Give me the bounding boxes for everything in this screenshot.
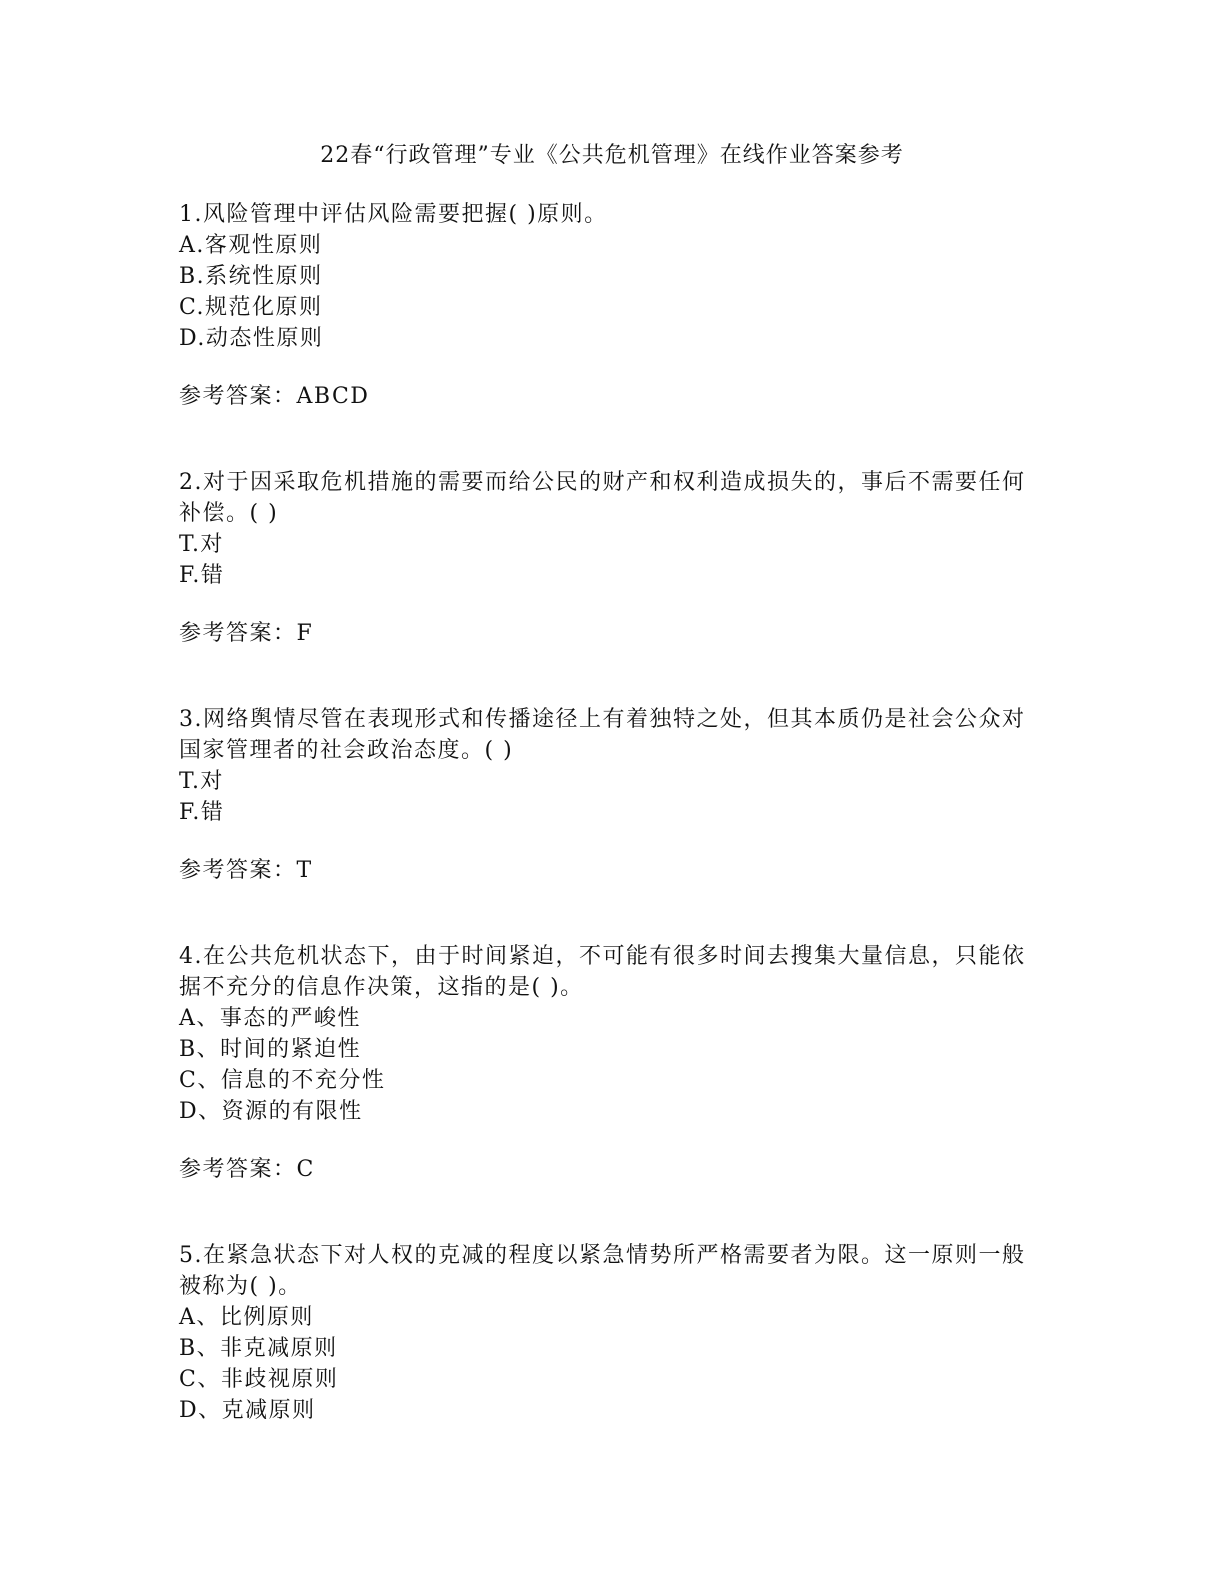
option: C、非歧视原则 xyxy=(179,1367,339,1392)
reference-answer xyxy=(179,381,1049,412)
question-stem: 3.网络舆情尽管在表现形式和传播途径上有着独特之处，但其本质仍是社会公众对 xyxy=(179,707,1026,732)
question-stem: 4.在公共危机状态下，由于时间紧迫，不可能有很多时间去搜集大量信息，只能依 xyxy=(179,944,1026,969)
reference-answer xyxy=(179,855,1049,886)
option: C、信息的不充分性 xyxy=(179,1068,386,1093)
option: B、时间的紧迫性 xyxy=(179,1037,362,1062)
option: T.对 xyxy=(179,532,224,557)
spacer xyxy=(179,412,1049,467)
question-stem: 5.在紧急状态下对人权的克减的程度以紧急情势所严格需要者为限。这一原则一般 xyxy=(179,1243,1026,1268)
option: A.客观性原则 xyxy=(179,233,323,258)
question-stem: 据不充分的信息作决策，这指的是( )。 xyxy=(179,975,584,1000)
answer-label: 参考答案： xyxy=(179,858,297,883)
option: A、事态的严峻性 xyxy=(179,1006,361,1031)
answer-value: C xyxy=(296,1157,315,1182)
answer-value: ABCD xyxy=(296,384,370,409)
option: C.规范化原则 xyxy=(179,295,323,320)
question-stem: 被称为( )。 xyxy=(179,1274,302,1299)
option: F.错 xyxy=(179,800,225,825)
option: B.系统性原则 xyxy=(179,264,323,289)
option: A、比例原则 xyxy=(179,1305,314,1330)
option: D.动态性原则 xyxy=(179,326,324,351)
spacer xyxy=(179,649,1049,704)
answer-label: 参考答案： xyxy=(179,384,297,409)
option: F.错 xyxy=(179,563,225,588)
question-1 xyxy=(179,199,1049,412)
option: D、克减原则 xyxy=(179,1398,316,1423)
spacer xyxy=(179,886,1049,941)
question-5 xyxy=(179,1240,1049,1426)
question-stem: 国家管理者的社会政治态度。( ) xyxy=(179,738,514,763)
option: T.对 xyxy=(179,769,224,794)
answer-label: 参考答案： xyxy=(179,1157,297,1182)
reference-answer xyxy=(179,1154,1049,1185)
question-2 xyxy=(179,467,1049,649)
question-stem: 1.风险管理中评估风险需要把握( )原则。 xyxy=(179,202,608,227)
answer-label: 参考答案： xyxy=(179,621,297,646)
option: D、资源的有限性 xyxy=(179,1099,363,1124)
answer-value: F xyxy=(296,621,314,646)
spacer xyxy=(179,1185,1049,1240)
question-list xyxy=(179,199,1049,1426)
question-stem: 补偿。( ) xyxy=(179,501,279,526)
question-4 xyxy=(179,941,1049,1185)
question-3 xyxy=(179,704,1049,886)
reference-answer xyxy=(179,618,1049,649)
answer-value: T xyxy=(296,858,313,883)
question-stem: 2.对于因采取危机措施的需要而给公民的财产和权利造成损失的，事后不需要任何 xyxy=(179,470,1026,495)
document-title: 22春“行政管理”专业《公共危机管理》在线作业答案参考 xyxy=(320,143,904,168)
option: B、非克减原则 xyxy=(179,1336,338,1361)
